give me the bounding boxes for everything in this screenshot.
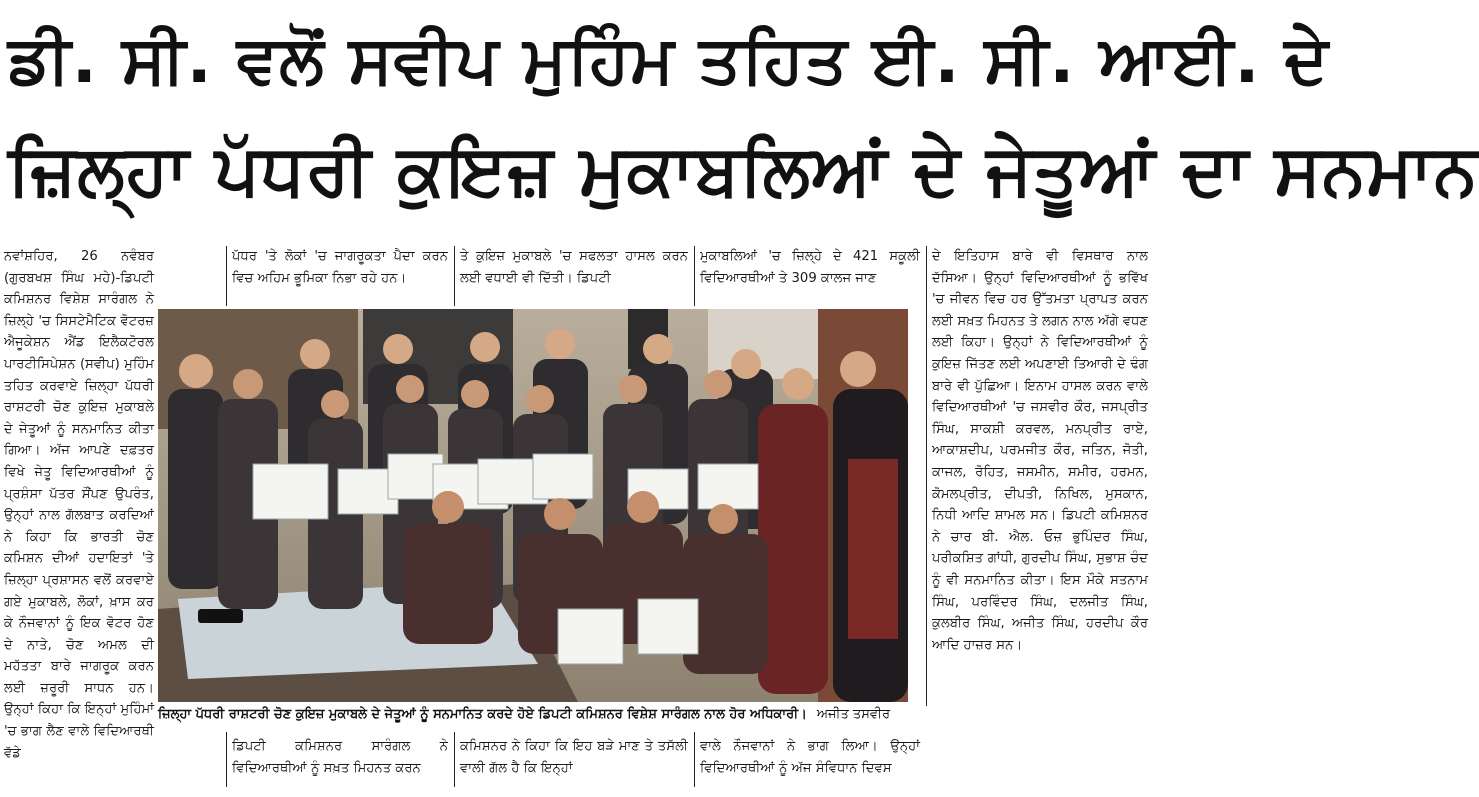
column-rule xyxy=(926,246,927,706)
article-column-1: ਨਵਾਂਸ਼ਹਿਰ, 26 ਨਵੰਬਰ (ਗੁਰਬਖਸ਼ ਸਿੰਘ ਮਹੇ)-ਡਿਪਟੀ ਕਮਿਸ਼ਨਰ ਵਿਸ਼ੇਸ਼ ਸਾਰੰਗਲ ਨੇ ਜ਼ਿਲ੍ਹੇ 'ਚ ਸਿਸਟੇਮੈਟਿਕ ਵੋਟਰਜ਼ ਐਜੂਕੇਸ਼ਨ ਐਂਡ ਇਲੈਕਟੋਰਲ ਪਾਰਟੀਸਿਪੇਸ਼ਨ (ਸਵੀਪ) ਮੁਹਿੰਮ ਤਹਿਤ ਕਰਵਾਏ ਜ਼ਿਲ੍ਹਾ ਪੱਧਰੀ ਰਾਸ਼ਟਰੀ ਚੋਣ ਕੁਇਜ਼ ਮੁਕਾਬਲੇ ਦੇ ਜੇਤੂਆਂ ਨੂੰ ਸਨਮਾਨਿਤ ਕੀਤਾ ਗਿਆ। ਅੱਜ ਆਪਣੇ ਦਫ਼ਤਰ ਵਿਖੇ ਜੇਤੂ ਵਿਦਿਆਰਥੀਆਂ ਨੂੰ ਪ੍ਰਸ਼ੰਸਾ ਪੱਤਰ ਸੌਂਪਣ ਉਪਰੰਤ, ਉਨ੍ਹਾਂ ਨਾਲ ਗੱਲਬਾਤ ਕਰਦਿਆਂ ਨੇ ਕਿਹਾ ਕਿ ਭਾਰਤੀ ਚੋਣ ਕਮਿਸ਼ਨ ਦੀਆਂ ਹਦਾਇਤਾਂ 'ਤੇ ਜ਼ਿਲ੍ਹਾ ਪ੍ਰਸ਼ਾਸਨ ਵਲੋਂ ਕਰਵਾਏ ਗਏ ਮੁਕਾਬਲੇ, ਲੋਕਾਂ, ਖ਼ਾਸ ਕਰ ਕੇ ਨੌਜਵਾਨਾਂ ਨੂੰ ਇਕ ਵੋਟਰ ਹੋਣ ਦੇ ਨਾਤੇ, ਚੋਣ ਅਮਲ ਦੀ ਮਹੱਤਤਾ ਬਾਰੇ ਜਾਗਰੂਕ ਕਰਨ ਲਈ ਜ਼ਰੂਰੀ ਸਾਧਨ ਹਨ। ਉਨ੍ਹਾਂ ਕਿਹਾ ਕਿ ਇਨ੍ਹਾਂ ਮੁਹਿੰਮਾਂ 'ਚ ਭਾਗ ਲੈਣ ਵਾਲੇ ਵਿਦਿਆਰਥੀ ਵੱਡੇ xyxy=(4,249,154,761)
column-rule xyxy=(694,732,695,787)
column-rule xyxy=(226,732,227,787)
article-column-3-top: ਤੇ ਕੁਇਜ਼ ਮੁਕਾਬਲੇ 'ਚ ਸਫਲਤਾ ਹਾਸਲ ਕਰਨ ਲਈ ਵਧਾਈ ਵੀ ਦਿੱਤੀ। ਡਿਪਟੀ xyxy=(460,249,688,286)
column-rule xyxy=(454,246,455,306)
column-rule xyxy=(454,732,455,787)
article-column-3-bottom: ਕਮਿਸ਼ਨਰ ਨੇ ਕਿਹਾ ਕਿ ਇਹ ਬੜੇ ਮਾਣ ਤੇ ਤਸੱਲੀ ਵਾਲੀ ਗੱਲ ਹੈ ਕਿ ਇਨ੍ਹਾਂ xyxy=(460,739,688,776)
column-rule xyxy=(694,246,695,306)
photo-credit: ਅਜੀਤ ਤਸਵੀਰ xyxy=(816,707,891,722)
article-column-2-top: ਪੱਧਰ 'ਤੇ ਲੋਕਾਂ 'ਚ ਜਾਗਰੂਕਤਾ ਪੈਦਾ ਕਰਨ ਵਿਚ ਅਹਿਮ ਭੂਮਿਕਾ ਨਿਭਾ ਰਹੇ ਹਨ। xyxy=(232,249,448,286)
article-column-4-top: ਮੁਕਾਬਲਿਆਂ 'ਚ ਜ਼ਿਲ੍ਹੇ ਦੇ 421 ਸਕੂਲੀ ਵਿਦਿਆਰਥੀਆਂ ਤੇ 309 ਕਾਲਜ ਜਾਣ xyxy=(700,249,920,286)
article-column-2-bottom: ਡਿਪਟੀ ਕਮਿਸ਼ਨਰ ਸਾਰੰਗਲ ਨੇ ਵਿਦਿਆਰਥੀਆਂ ਨੂੰ ਸਖ਼ਤ ਮਿਹਨਤ ਕਰਨ xyxy=(232,739,448,776)
headline-line-1: ਡੀ. ਸੀ. ਵਲੋਂ ਸਵੀਪ ਮੁਹਿੰਮ ਤਹਿਤ ਈ. ਸੀ. ਆਈ. ਦੇ xyxy=(8,21,1330,98)
photo-caption-text: ਜ਼ਿਲ੍ਹਾ ਪੱਧਰੀ ਰਾਸ਼ਟਰੀ ਚੋਣ ਕੁਇਜ਼ ਮੁਕਾਬਲੇ ਦੇ ਜੇਤੂਆਂ ਨੂੰ ਸਨਮਾਨਿਤ ਕਰਦੇ ਹੋਏ ਡਿਪਟੀ ਕਮਿਸ਼ਨਰ ਵਿਸ਼ੇਸ਼ ਸਾਰੰਗਲ ਨਾਲ ਹੋਰ ਅਧਿਕਾਰੀ। xyxy=(158,707,807,722)
article-column-5-top: ਦੇ ਇਤਿਹਾਸ ਬਾਰੇ ਵੀ ਵਿਸਥਾਰ ਨਾਲ ਦੱਸਿਆ। ਉਨ੍ਹਾਂ ਵਿਦਿਆਰਥੀਆਂ ਨੂੰ ਭਵਿੱਖ 'ਚ ਜੀਵਨ ਵਿਚ ਹਰ ਉੱਤਮਤਾ ਪ੍ਰਾਪਤ ਕਰਨ ਲਈ ਸਖ਼ਤ ਮਿਹਨਤ ਤੇ ਲਗਨ ਨਾਲ ਅੱਗੇ ਵਧਣ ਲਈ ਕਿਹਾ। ਉਨ੍ਹਾਂ ਨੇ ਵਿਦਿਆਰਥੀਆਂ ਨੂੰ ਕੁਇਜ਼ ਜਿੱਤਣ ਲਈ ਅਪਣਾਈ ਤਿਆਰੀ ਦੇ ਢੰਗ ਬਾਰੇ ਵੀ ਪੁੱਛਿਆ। ਇਨਾਮ ਹਾਸਲ ਕਰਨ ਵਾਲੇ ਵਿਦਿਆਰਥੀਆਂ 'ਚ ਜਸਵੀਰ ਕੌਰ, ਜਸਪ੍ਰੀਤ ਸਿੰਘ, ਸਾਕਸ਼ੀ ਕਰਵਲ, ਮਨਪ੍ਰੀਤ ਰਾਏ, ਆਕਾਸ਼ਦੀਪ, ਪਰਮਜੀਤ ਕੌਰ, ਜਤਿਨ, ਜੋਤੀ, ਕਾਜਲ, ਰੋਹਿਤ, ਜਸਮੀਨ, ਸਮੀਰ, ਹਰਮਨ, ਕੋਮਲਪ੍ਰੀਤ, ਦੀਪਤੀ, ਨਿਖਿਲ, ਮੁਸਕਾਨ, ਨਿਧੀ ਆਦਿ ਸ਼ਾਮਲ ਸਨ। ਡਿਪਟੀ ਕਮਿਸ਼ਨਰ ਨੇ ਚਾਰ ਬੀ. ਐਲ. ਓਜ਼ ਭੁਪਿੰਦਰ ਸਿੰਘ, ਪਰੀਕਸ਼ਿਤ ਗਾਂਧੀ, ਗੁਰਦੀਪ ਸਿੰਘ, ਸੁਭਾਸ਼ ਚੰਦ ਨੂੰ ਵੀ ਸਨਮਾਨਿਤ ਕੀਤਾ। ਇਸ ਮੌਕੇ ਸਤਨਾਮ ਸਿੰਘ, ਪਰਵਿੰਦਰ ਸਿੰਘ, ਦਲਜੀਤ ਸਿੰਘ, ਕੁਲਬੀਰ ਸਿੰਘ, ਅਜੀਤ ਸਿੰਘ, ਹਰਦੀਪ ਕੌਰ ਆਦਿ ਹਾਜ਼ਰ ਸਨ। xyxy=(932,249,1148,653)
news-photo xyxy=(158,309,908,702)
article-column-4-bottom: ਵਾਲੇ ਨੌਜਵਾਨਾਂ ਨੇ ਭਾਗ ਲਿਆ। ਉਨ੍ਹਾਂ ਵਿਦਿਆਰਥੀਆਂ ਨੂੰ ਅੱਜ ਸੰਵਿਧਾਨ ਦਿਵਸ xyxy=(700,739,920,776)
photo-caption xyxy=(158,702,966,728)
headline-line-2: ਜ਼ਿਲ੍ਹਾ ਪੱਧਰੀ ਕੁਇਜ਼ ਮੁਕਾਬਲਿਆਂ ਦੇ ਜੇਤੂਆਂ ਦਾ ਸਨਮਾਨ xyxy=(8,129,1479,211)
column-rule xyxy=(226,246,227,306)
group-photo-illustration xyxy=(158,309,908,702)
